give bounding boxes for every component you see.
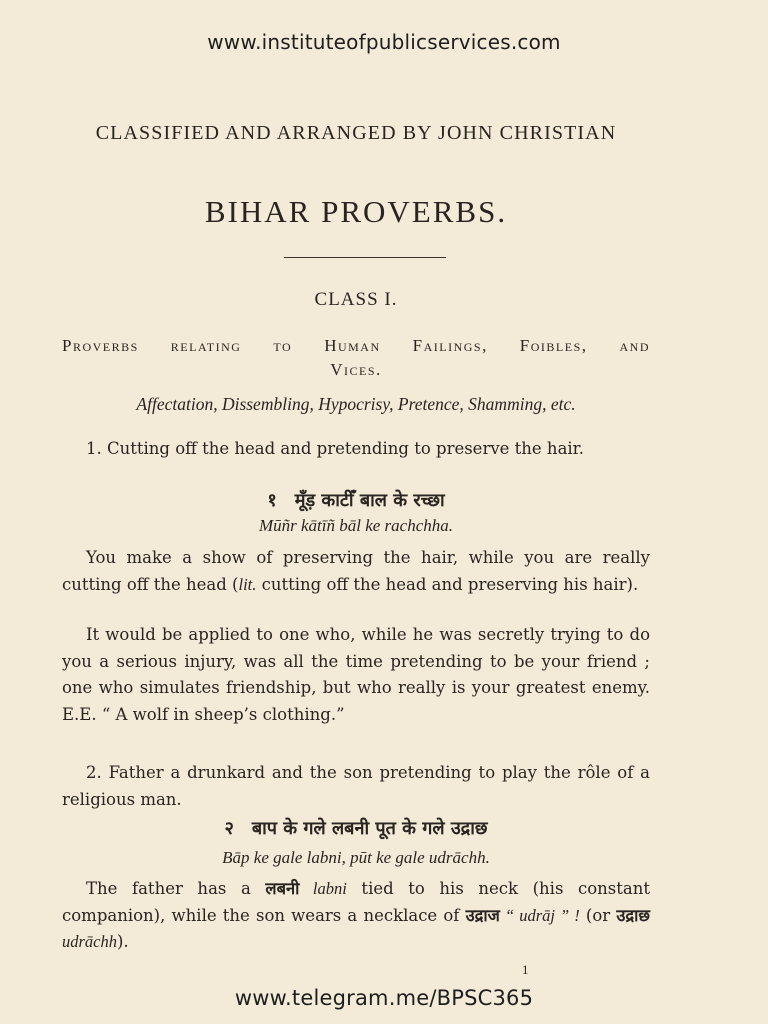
proverb-2-expl-d: ).: [117, 932, 129, 951]
proverb-2-english: 2. Father a drunkard and the son pretending to play the rôle of a religious man.: [62, 763, 650, 809]
proverb-2-expl-italic-2: “ udrāj ” !: [499, 905, 580, 925]
compiler-header: CLASSIFIED AND ARRANGED BY JOHN CHRISTIAN: [95, 122, 617, 144]
watermark-top: www.instituteofpublicservices.com: [207, 30, 561, 54]
proverb-2-expl-deva-1: लबनी: [265, 879, 300, 898]
proverb-1-devanagari: [62, 488, 650, 512]
page-number: 1: [522, 962, 529, 977]
proverb-2-expl-a: The father has a: [86, 879, 266, 898]
section-heading-line1: Proverbs relating to Human Failings, Foibles, and: [62, 336, 650, 355]
proverb-1-english: 1. Cutting off the head and pretending to preserve the hair.: [86, 439, 584, 458]
proverb-2-expl-deva-2: उद्राज: [465, 905, 500, 925]
watermark-bottom: www.telegram.me/BPSC365: [234, 986, 534, 1010]
page-title: BIHAR PROVERBS.: [204, 194, 508, 229]
proverb-2-devanagari-text: बाप के गले लबनी पूत के गले उद्राछ: [251, 818, 488, 839]
proverb-1-explanation-2: It would be applied to one who, while he was secretly trying to do you a serious injury, was all the time pretending to be your friend ; one who simulates friendship, but who really is your greatest enemy. E.E. “ A wolf in sheep’s clothing.”: [62, 625, 650, 724]
title-rule: [284, 257, 446, 258]
proverb-2-transliteration: Bāp ke gale labni, pūt ke gale udrāchh.: [222, 848, 490, 867]
proverb-1-expl-end: cutting off the head and preserving his hair).: [256, 574, 639, 594]
section-heading-line2: Vices.: [330, 360, 382, 379]
class-heading: CLASS I.: [314, 289, 398, 310]
proverb-1-expl-text: You make a show of preserving the hair, while you are really cutting off the head (: [62, 548, 650, 594]
section-heading: [62, 334, 650, 382]
proverb-2-expl-italic-3: udrāchh: [62, 932, 117, 951]
proverb-2-expl-deva-3: उद्राछ: [616, 905, 651, 925]
proverb-2-expl-b: tied to his neck (his constant companion), while the son wears a necklace of: [62, 879, 651, 925]
proverb-2-number: २: [224, 818, 234, 839]
subheading: Affectation, Dissembling, Hypocrisy, Pretence, Shamming, etc.: [136, 394, 576, 414]
proverb-2-expl-c: (or: [579, 905, 617, 925]
proverb-2-expl-italic-1: labni: [299, 879, 347, 898]
proverb-2-explanation: [62, 876, 650, 956]
proverb-2-devanagari: [62, 816, 650, 840]
proverb-1-number: १: [267, 490, 277, 511]
page: [62, 0, 650, 1024]
proverb-1-expl-lit: lit.: [238, 574, 257, 594]
proverb-1-explanation-1: [62, 545, 650, 598]
proverb-1-transliteration: Mūñr kātīñ bāl ke rachchha.: [258, 516, 454, 535]
proverb-1-devanagari-text: मूँड़ काटीँ बाल के रच्छा: [294, 490, 445, 511]
